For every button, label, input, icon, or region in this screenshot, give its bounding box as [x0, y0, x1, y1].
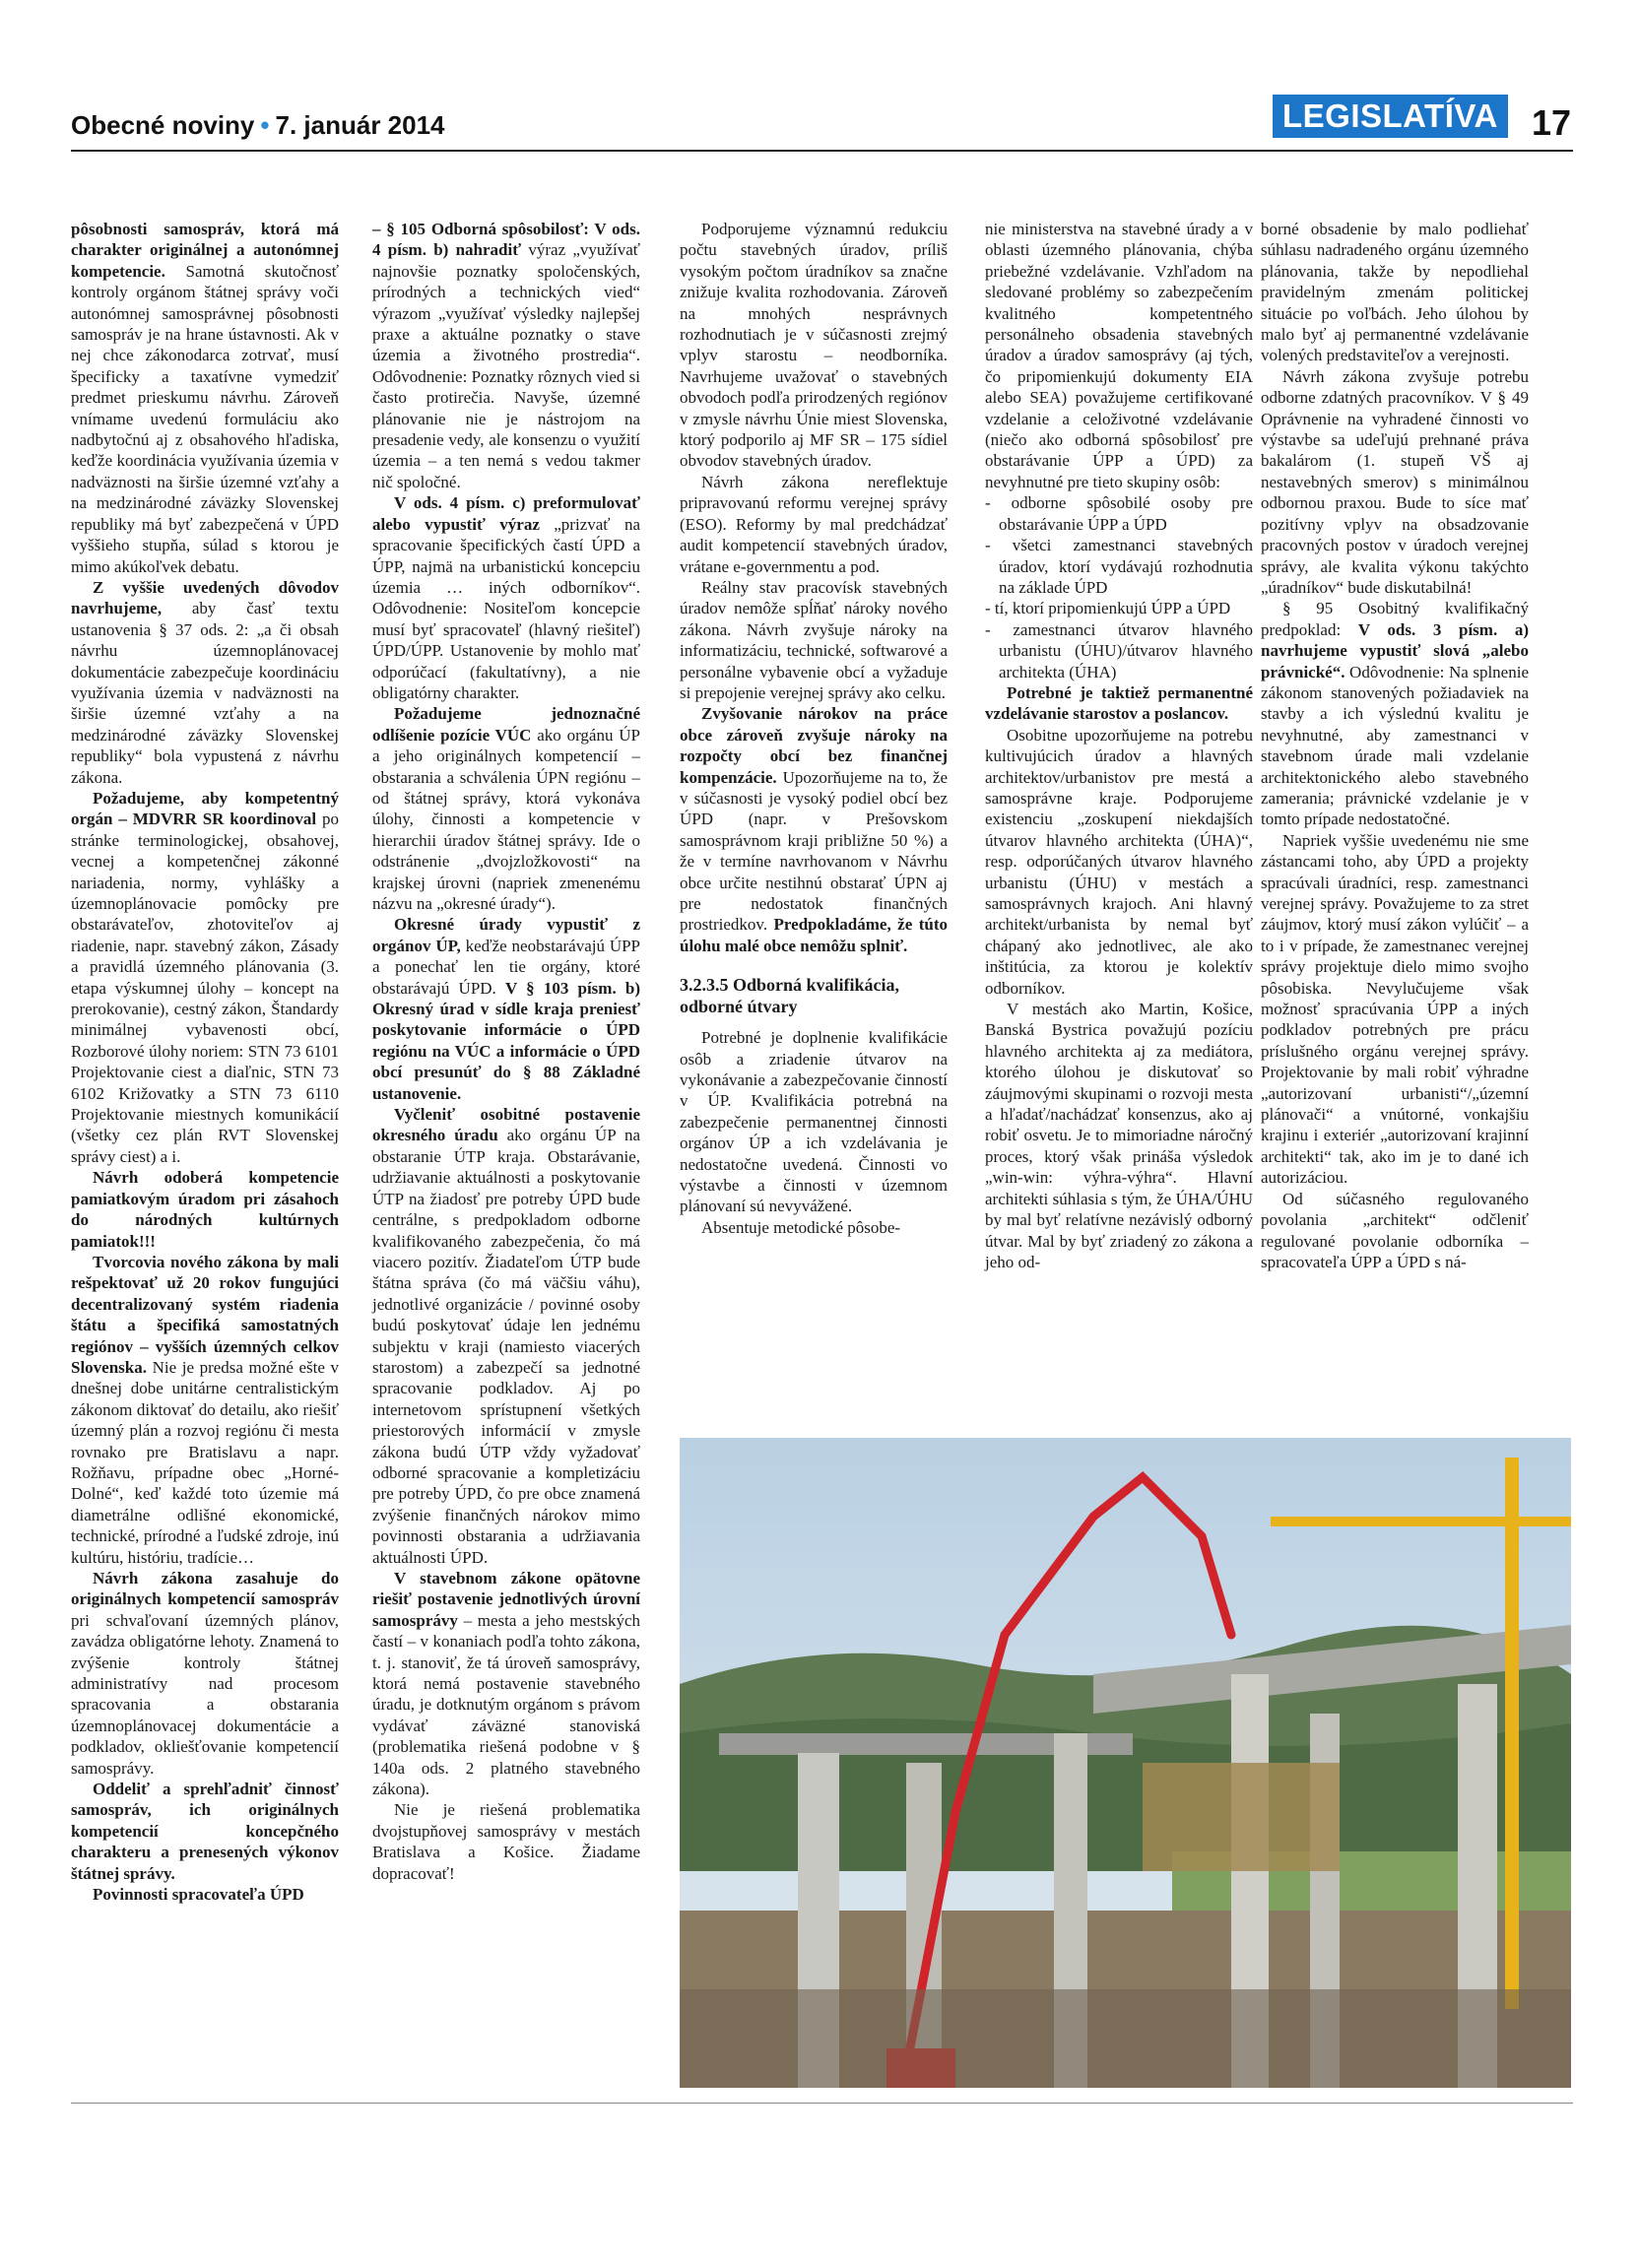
column-5	[1261, 219, 1529, 1420]
column-3	[680, 219, 948, 1420]
list-item: - všetci zamestnanci stavebných úradov, ktorí vydávajú rozhodnutia na základe ÚPD	[985, 536, 1253, 597]
paragraph: Napriek vyššie uvedenému nie sme zástancami toho, aby ÚPD a projekty spracúvali úradníci, resp. zamestnanci verejnej správy. Považujeme to za stret záujmov, ktorý musí zákon vylúčiť – a to i v prípade, že zamestnanec verejnej správy projektuje dielo mimo svojho pôsobiska. Nevylučujeme však možnosť spracúvania ÚPP a iných podkladov potrebných pre prácu príslušného orgánu verejnej správy. Projektovanie by mali robiť výhradne „autorizovaní urbanisti“/„územní plánovači“ a vnútorné, vonkajšiu krajinu i exteriér „autorizovaní krajinní architekti“ tak, ako im je to dané ich autorizáciou.	[1261, 830, 1529, 1188]
masthead	[71, 110, 445, 141]
paragraph: Povinnosti spracovateľa ÚPD	[93, 1885, 304, 1905]
newspaper-name: Obecné noviny	[71, 110, 255, 140]
list-item: - tí, ktorí pripomienkujú ÚPP a ÚPD	[985, 599, 1231, 618]
paragraph: § 95 Osobitný kvalifikačný predpoklad: V ods. 3 písm. a) navrhujeme vypustiť slová „alebo právnické“. Odôvodnenie: Na splnenie zákonom stanovených požiadaviek na stavby a ich výslednú kvalitu je nevyhnutné, aby zamestnanci v stavebnom úrade mali vzdelanie architektonického alebo stavebného zamerania; právnické vzdelanie je v tomto prípade nedostatočné.	[1261, 599, 1529, 829]
paragraph: Návrh zákona nereflektuje pripravovanú reformu verejnej správy (ESO). Reformy by mal predchádzať audit kompetencií stavebných úradov, vrátane e-governmentu a pod.	[680, 472, 948, 576]
list-item: - odborne spôsobilé osoby pre obstarávanie ÚPP a ÚPD	[985, 493, 1253, 534]
paragraph: pôsobnosti samospráv, ktorá má charakter originálnej a autonómnej kompetencie. Samotná skutočnosť kontroly orgánom štátnej správy voči autonómnej samosprávnej pôsobnosti samospráv je na hrane ústavnosti. Ak v nej chce zákonodarca zotrvať, musí špecificky a taxatívne vymedziť predmet prieskumu návrhu. Zároveň vnímame uvedenú formuláciu ako nadbytočnú aj z obsahového hľadiska, keďže koordinácia využívania územia v nadväznosti na širšie územné vzťahy a na medzinárodné záväzky Slovenskej republiky má byť zabezpečená v ÚPD vyššieho stupňa, súlad s ktorou je mimo akúkoľvek debatu.	[71, 220, 339, 576]
construction-illustration	[680, 1438, 1571, 2088]
paragraph: Z vyššie uvedených dôvodov navrhujeme, aby časť textu ustanovenia § 37 ods. 2: „a či obsah návrhu územnoplánovacej dokumentácie zabezpečuje koordináciu využívania územia v nadväznosti na širšie územné vzťahy a na medzinárodné záväzky Slovenskej republiky“ bola vypustená z návrhu zákona.	[71, 577, 339, 787]
column-2	[372, 219, 640, 2070]
paragraph: Podporujeme významnú redukciu počtu stavebných úradov, príliš vysokým počtom úradníkov sa značne znižuje kvalita rozhodovania. Zároveň na mnohých nesprávnych rozhodnutiach je v súčasnosti zrejmý vplyv starostu – neodborníka. Navrhujeme uvažovať o stavebných obvodoch podľa prirodzených regiónov v zmysle návrhu Únie miest Slovenska, ktorý podporilo aj MF SR – 175 sídiel obvodov stavebných úradov.	[680, 220, 948, 471]
footer-rule	[71, 2103, 1573, 2104]
scaffolding	[1143, 1763, 1340, 1871]
paragraph: V stavebnom zákone opätovne riešiť postavenie jednotlivých úrovní samosprávy – mesta a jeho mestských častí – v konaniach podľa tohto zákona, t. j. stanoviť, že tá úroveň samosprávy, ktorá nemá postavenie stavebného úradu, je dotknutým orgánom s právom vydávať záväzné stanoviská (problematika riešená podobne v § 140a ods. 2 platného stavebného zákona).	[372, 1569, 640, 1799]
paragraph: Vyčleniť osobitné postavenie okresného úradu ako orgánu ÚP na obstaranie ÚTP kraja. Obstarávanie, udržiavanie aktuálnosti a poskytovanie ÚTP na žiadosť pre potreby ÚPD bude centrálne, s predpokladom odborne kvalifikovaného zabezpečenia, čo má viacero pozitív. Žiadateľom ÚTP bude štátna správa (čo má väčšiu váhu), jednotlivé organizácie / povinné osoby budú poskytovať údaje len jednému subjektu v kraji (namiesto viacerých starostom) a zabezpečí sa jednotné spracovanie podkladov. Aj po internetovom sprístupnení všetkých priestorových informácií v zmysle zákona budú ÚTP vždy vyžadovať odborné spracovanie a kompletizáciu pre potreby ÚPD, čo pre obce znamená zvýšenie finančných nárokov mimo povinnosti obstarania a udržiavania aktuálnosti ÚPD.	[372, 1105, 640, 1567]
paragraph: Tvorcovia nového zákona by mali rešpektovať už 20 rokov fungujúci decentralizovaný systém riadenia štátu a špecifiká samostatných regiónov – vyšších územných celkov Slovenska. Nie je predsa možné ešte v dnešnej dobe unitárne centralistickým zákonom diktovať do detailu, ako riešiť územný plán a rozvoj regiónu či mesta rovnako pre Bratislavu a napr. Rožňavu, prípadne obec „Horné-Dolné“, keď každé toto územie má diametrálne odlišné ekonomické, technické, prírodné a ľudské zdroje, inú kultúru, históriu, tradície…	[71, 1252, 339, 1567]
paragraph: Od súčasného regulovaného povolania „architekt“ odčleniť regulované povolanie odborníka – spracovateľa ÚPP a ÚPD s ná-	[1261, 1189, 1529, 1271]
foreground-debris	[680, 1989, 1571, 2088]
paragraph: nie ministerstva na stavebné úrady a v oblasti územného plánovania, chýba priebežné vzdelávanie. Vzhľadom na sledované problémy so zabezpečením kvalitného kompetentného personálneho obsadenia stavebných úradov a úradov samosprávy (aj tých, čo pripomienkujú dokumenty EIA alebo SEA) považujeme certifikované vzdelanie a celoživotné vzdelávanie (niečo ako odborná spôsobilosť pre obstarávanie ÚPP a ÚPD) za nevyhnutné pre tieto skupiny osôb:	[985, 220, 1253, 491]
section-label: LEGISLATÍVA	[1273, 95, 1508, 138]
paragraph: Návrh zákona zvyšuje potrebu odborne zdatných pracovníkov. V § 49 Oprávnenie na vyhradené činnosti vo výstavbe sa udeľujú prehnané práva bakalárom (1. stupeň VŠ aj nestavebných smerov) s minimálnou odbornou praxou. Bude to síce mať pozitívny vplyv na obsadzovanie pracovných postov v úradoch verejnej správy, ale kvalita výkonu takýchto „úradníkov“ bude diskutabilná!	[1261, 366, 1529, 597]
paragraph: Oddeliť a sprehľadniť činnosť samospráv, ich originálnych kompetencií koncepčného charakteru a prenesených výkonov štátnej správy.	[71, 1780, 339, 1883]
paragraph: – § 105 Odborná spôsobilosť: V ods. 4 písm. b) nahradiť výraz „využívať najnovšie poznatky spoločenských, prírodných a technických vied“ výrazom „využívať výsledky najlepšej praxe a aktuálne poznatky o stave územia a životného prostredia“. Odôvodnenie: Poznatky rôznych vied si často protirečia. Navyše, územné plánovanie nie je nástrojom na presadenie vedy, ale konsenzu o využití územia – a ten nemá s vedou takmer nič spoločné.	[372, 220, 641, 491]
section-heading: 3.2.3.5 Odborná kvalifikácia, odborné útvary	[680, 975, 900, 1017]
construction-site-photo	[680, 1438, 1571, 2088]
paragraph: Požadujeme, aby kompetentný orgán – MDVRR SR koordinoval po stránke terminologickej, obsahovej, vecnej a kompetenčnej zákonné nariadenia, normy, vyhlášky a územnoplánovacie pomôcky pre obstarávateľov, zhotoviteľov aj riadenie, napr. stavebný zákon, Zásady a pravidlá územného plánovania (3. etapa výskumnej úlohy – koncept na prerokovanie), cestný zákon, Štandardy minimálnej vybavenosti obcí, Rozborové úlohy noriem: STN 73 6101 Projektovanie ciest a diaľnic, STN 73 6102 Križovatky a STN 73 6110 Projektovanie miestnych komunikácií (všetky cez plán RVT Slovenskej správy ciest) a i.	[71, 788, 339, 1166]
paragraph: Okresné úrady vypustiť z orgánov ÚP, keďže neobstarávajú ÚPP a ponechať len tie orgány, ktoré obstarávajú ÚPD. V § 103 písm. b) Okresný úrad v sídle kraja preniesť poskytovanie informácie o ÚPD regiónu na VÚC a informácie o ÚPD obcí presunúť do § 88 Základné ustanovenie.	[372, 915, 641, 1103]
list-item: - zamestnanci útvarov hlavného urbanistu (ÚHU)/útvarov hlavného architekta (ÚHA)	[985, 619, 1253, 681]
paragraph: Návrh zákona zasahuje do originálnych kompetencií samospráv pri schvaľovaní územných plánov, zavádza obligatórne lehoty. Znamená to zvýšenie kontroly štátnej administratívy nad procesom spracovania a obstarania územnoplánovacej dokumentácie a podkladov, okliešťovanie kompetencií samosprávy.	[71, 1569, 339, 1778]
page-header	[71, 97, 1573, 148]
paragraph: Osobitne upozorňujeme na potrebu kultivujúcich úradov a hlavných architektov/urbanistov pre mestá a samosprávne kraje. Podporujeme existenciu „zoskupení niekdajších útvarov hlavného architekta (ÚHA)“, resp. odporúčaných útvarov hlavného urbanistu (ÚHU) v mestách a samosprávnych krajoch. Ani hlavný architekt/urbanista by nemal byť chápaný ako jednotlivec, ale ako inštitúcia, za ktorou je kolektív odborníkov.	[985, 725, 1253, 998]
header-rule	[71, 150, 1573, 152]
tower-crane-jib	[1271, 1517, 1571, 1526]
paragraph: Absentuje metodické pôsobe-	[701, 1217, 901, 1237]
tower-crane-mast	[1505, 1458, 1519, 2009]
paragraph: V mestách ako Martin, Košice, Banská Bystrica považujú pozíciu hlavného architekta aj za mediátora, ktorého úlohou je diskutovať so záujmovými skupinami o rozvoji mesta a hľadať/nachádzať konsenzus, ako aj robiť osvetu. Je to mimoriadne náročný proces, ktorý však prináša výsledok „win-win: výhra-výhra“. Hlavní architekti súhlasia s tým, že ÚHA/ÚHU by mal byť relatívne nezávislý odborný útvar. Mal by byť zriadený zo zákona a jeho od-	[985, 1000, 1253, 1271]
paragraph: Potrebné je taktiež permanentné vzdelávanie starostov a poslancov.	[985, 682, 1253, 724]
page-number: 17	[1531, 102, 1571, 143]
paragraph: Návrh odoberá kompetencie pamiatkovým úradom pri zásahoch do národných kultúrnych pamiatok!!!	[71, 1168, 339, 1251]
paragraph: borné obsadenie by malo podliehať súhlasu nadradeného orgánu územného plánovania, takže by nepodliehal pravidelným zmenám politickej situácie po voľbách. Jeho úlohou by malo byť aj permanentné vzdelávanie volených predstaviteľov a verejnosti.	[1261, 220, 1529, 365]
paragraph: Potrebné je doplnenie kvalifikácie osôb a zriadenie útvarov na vykonávanie a zabezpečovanie činností v ÚP. Kvalifikácia potrebná na zabezpečenie permanentnej činnosti orgánov ÚP a ich vzdelávania je nedostatočne uvedená. Činnosti vo výstavbe a činnosti v územnom plánovaní sú nevyvážené.	[680, 1028, 948, 1216]
column-4	[985, 219, 1253, 1420]
issue-date: 7. január 2014	[275, 110, 445, 140]
paragraph: Nie je riešená problematika dvojstupňovej samosprávy v mestách Bratislava a Košice. Žiadame dopracovať!	[372, 1800, 640, 1883]
separator-dot: •	[260, 110, 270, 140]
paragraph: Požadujeme jednoznačné odlíšenie pozície VÚC ako orgánu ÚP a jeho originálnych kompetencií – obstarania a schválenia ÚPN regiónu – od štátnej správy, ktorá vykonáva úlohy, činnosti a kompetencie v hierarchii úradov štátnej správy. Ide o odstránenie „dvojzložkovosti“ na krajskej úrovni (napriek zmenenému názvu na „okresné úrady“).	[372, 704, 640, 913]
paragraph: V ods. 4 písm. c) preformulovať alebo vypustiť výraz „prizvať na spracovanie špecifických častí ÚPD a ÚPP, najmä na urbanistickú koncepciu územia … iných odborníkov“. Odôvodnenie: Nositeľom koncepcie musí byť spracovateľ (hlavný riešiteľ) ÚPD/ÚPP. Ustanovenie by mohlo mať odporúčací (fakultatívny), a nie obligatórny charakter.	[372, 493, 640, 702]
column-1	[71, 219, 339, 2070]
bullet-list	[985, 492, 1253, 682]
paragraph: Zvyšovanie nárokov na práce obce zároveň zvyšuje nároky na rozpočty obcí bez finančnej kompenzácie. Upozorňujeme na to, že v súčasnosti je vysoký podiel obcí bez ÚPD (napr. v Prešovskom samosprávnom kraji približne 50 %) a že v termíne navrhovanom v Návrhu obce určite nestihnú obstarať ÚPN aj pre nedostatok finančných prostriedkov. Predpokladáme, že túto úlohu malé obce nemôžu splniť.	[680, 704, 948, 955]
paragraph: Reálny stav pracovísk stavebných úradov nemôže spĺňať nároky nového zákona. Návrh zvyšuje nároky na informatizáciu, technické, softwarové a personálne vybavenie obcí a vyžaduje si prepojenie verejnej správy ako celku.	[680, 577, 948, 702]
